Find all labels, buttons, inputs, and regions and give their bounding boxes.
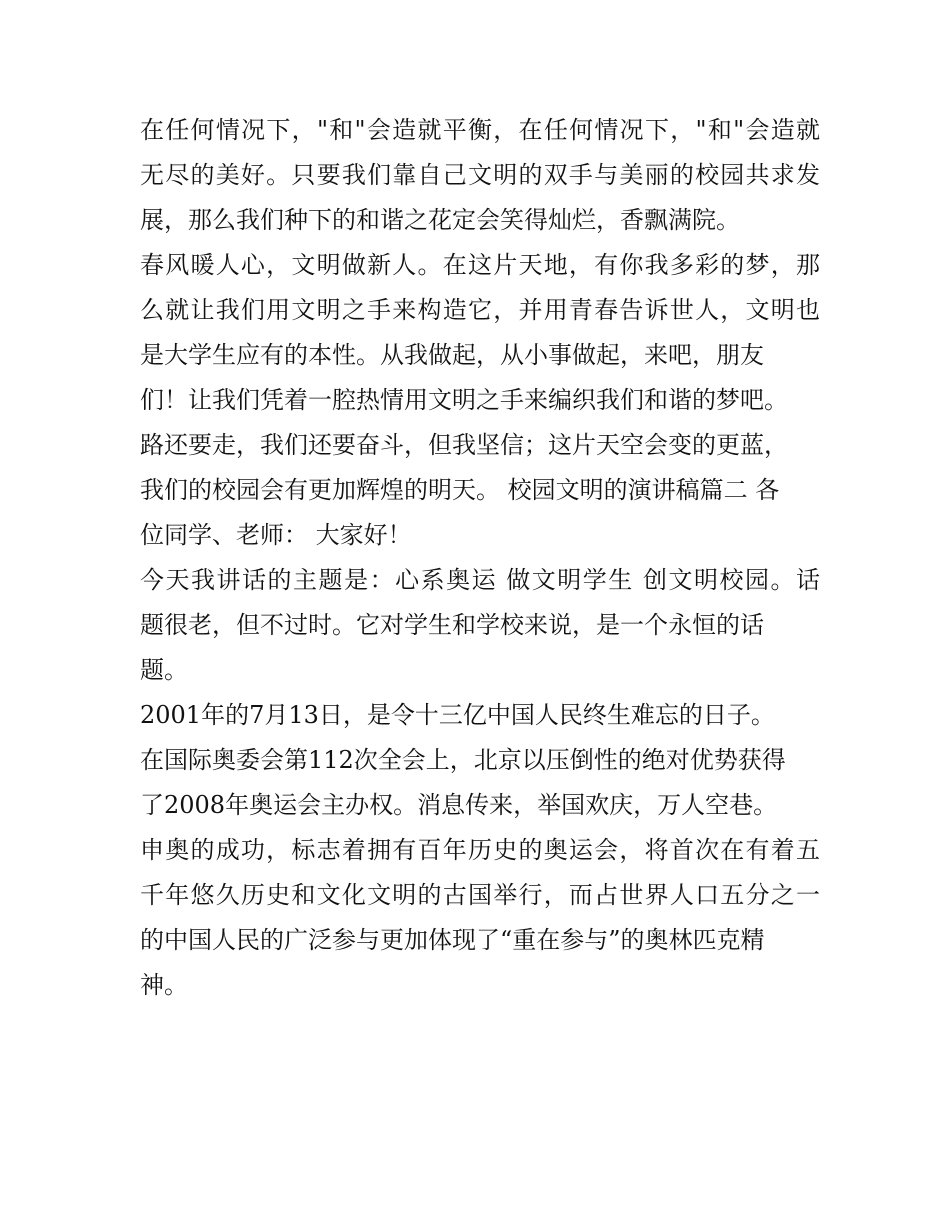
text-line: 位同学、老师： 大家好！	[140, 521, 412, 549]
text-line: 展，那么我们种下的和谐之花定会笑得灿烂，香飘满院。	[140, 206, 740, 234]
text-line: 题。	[140, 656, 188, 684]
text-line: 们！让我们凭着一腔热情用文明之手来编织我们和谐的梦吧。	[140, 386, 788, 414]
text-line: 今天我讲话的主题是：心系奥运 做文明学生 创文明校园。话	[140, 566, 820, 594]
text-line: 么就让我们用文明之手来构造它，并用青春告诉世人，文明也	[140, 296, 820, 324]
text-line: 2001年的7月13日，是令十三亿中国人民终生难忘的日子。	[140, 701, 775, 729]
text-line: 千年悠久历史和文化文明的古国举行，而占世界人口五分之一	[140, 881, 820, 909]
text-line: 在任何情况下，"和"会造就平衡，在任何情况下，"和"会造就	[140, 116, 820, 144]
text-line: 在国际奥委会第112次全会上，北京以压倒性的绝对优势获得	[140, 746, 786, 774]
text-line: 春风暖人心，文明做新人。在这片天地，有你我多彩的梦，那	[140, 251, 820, 279]
text-line: 路还要走，我们还要奋斗，但我坚信；这片天空会变的更蓝，	[140, 431, 788, 459]
text-line: 是大学生应有的本性。从我做起，从小事做起，来吧，朋友	[140, 341, 764, 369]
text-line: 申奥的成功，标志着拥有百年历史的奥运会，将首次在有着五	[140, 836, 820, 864]
text-line: 题很老，但不过时。它对学生和学校来说，是一个永恒的话	[140, 611, 764, 639]
text-line: 的中国人民的广泛参与更加体现了“重在参与”的奥林匹克精	[140, 926, 765, 954]
text-line: 我们的校园会有更加辉煌的明天。 校园文明的演讲稿篇二 各	[140, 476, 780, 504]
text-line: 神。	[140, 971, 188, 999]
body-text	[140, 108, 820, 1008]
text-line: 了2008年奥运会主办权。消息传来，举国欢庆，万人空巷。	[140, 791, 778, 819]
text-line: 无尽的美好。只要我们靠自己文明的双手与美丽的校园共求发	[140, 161, 820, 189]
